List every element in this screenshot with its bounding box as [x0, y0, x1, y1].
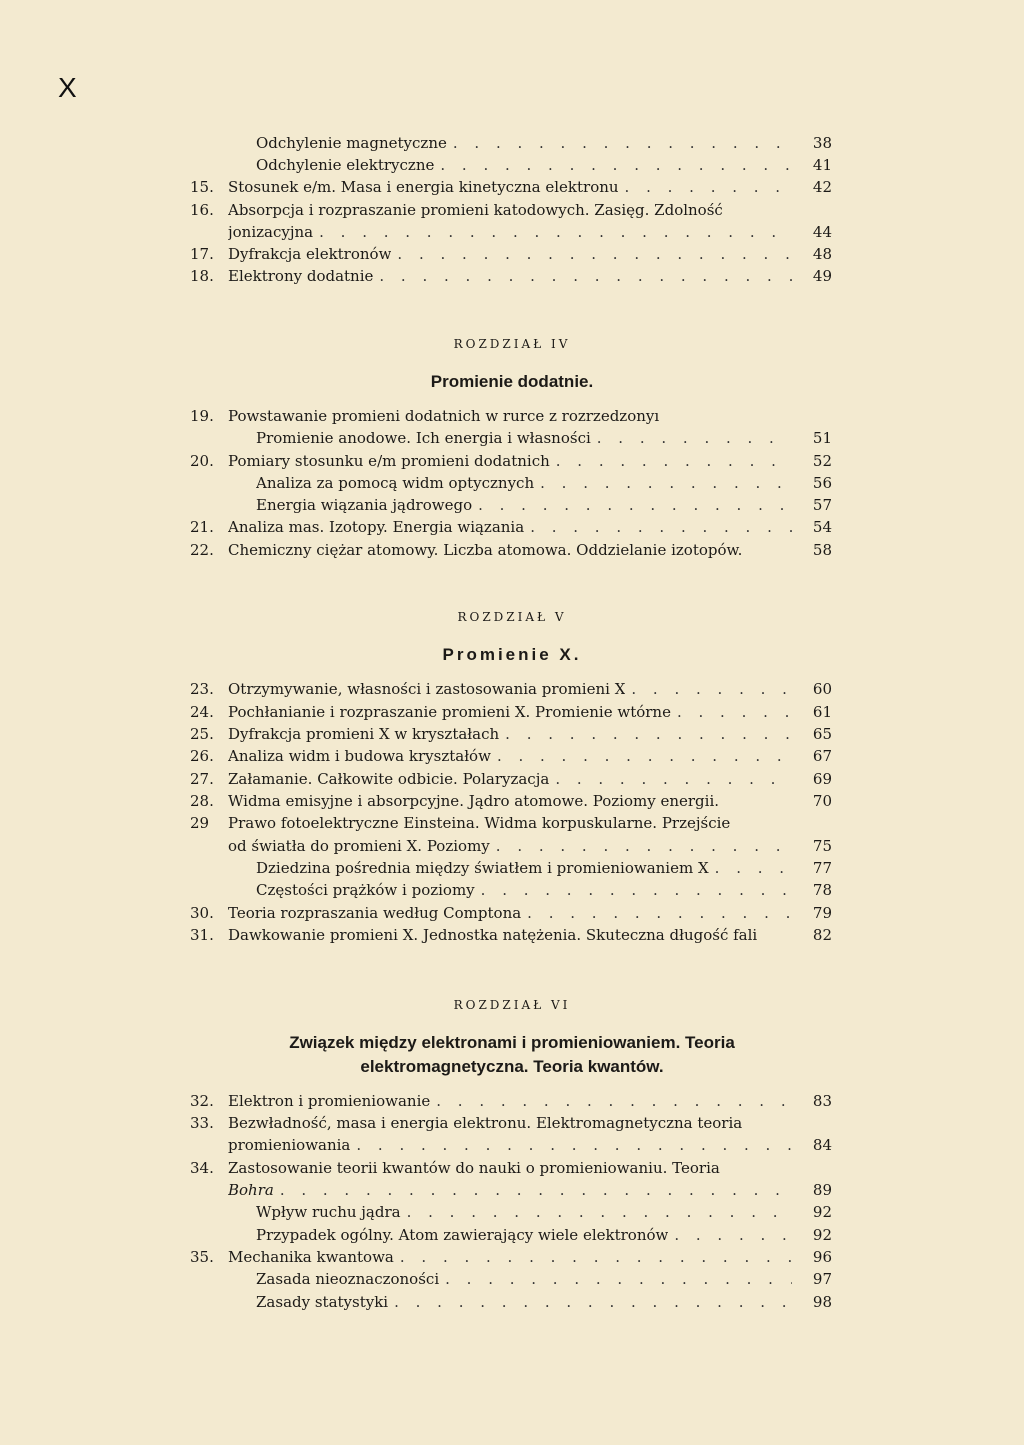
toc-entry [190, 265, 832, 287]
toc-entry [190, 1112, 832, 1134]
entry-number: 34. [190, 1159, 214, 1177]
toc-entry [190, 1090, 832, 1112]
entry-title: Pochłanianie i rozpraszanie promieni X. Promienie wtórne [228, 703, 671, 721]
leader-dots [597, 427, 792, 449]
toc-entry [190, 472, 832, 494]
chapter-title: Promienie X. [442, 645, 582, 664]
leader-dots [715, 857, 792, 879]
entry-number: 24. [190, 703, 214, 721]
entry-number: 20. [190, 452, 214, 470]
leader-dots [400, 1246, 792, 1268]
entry-title: Analiza mas. Izotopy. Energia wiązania [228, 518, 525, 536]
leader-dots [379, 265, 792, 287]
entry-title: Energia wiązania jądrowego [256, 496, 473, 514]
chapter-title-line2: elektromagnetyczna. Teoria kwantów. [360, 1057, 664, 1076]
leader-dots [530, 516, 792, 538]
entry-page: 48 [812, 245, 832, 263]
entry-number: 19. [190, 407, 214, 425]
entry-title: Mechanika kwantowa [228, 1248, 394, 1266]
entry-title: Wpływ ruchu jądra [256, 1203, 401, 1221]
entry-number: 21. [190, 518, 214, 536]
entry-page: 58 [812, 541, 832, 559]
entry-page: 42 [812, 178, 832, 196]
entry-title-cont: Bohra [228, 1181, 274, 1199]
chapter-label: ROZDZIAŁ IV [453, 337, 571, 351]
chapter-title-line1: Związek między elektronami i promieniowaniem. Teoria [289, 1033, 735, 1052]
page-number: X [58, 72, 77, 103]
entry-page: 54 [812, 518, 832, 536]
toc-entry [190, 723, 832, 745]
entry-page: 82 [812, 926, 832, 944]
entry-page: 78 [812, 881, 832, 899]
entry-page: 69 [812, 770, 832, 788]
entry-page: 75 [812, 837, 832, 855]
leader-dots [356, 1134, 792, 1156]
entry-title: Otrzymywanie, własności i zastosowania promieni X [228, 680, 626, 698]
leader-dots [631, 678, 792, 700]
entry-title: Dawkowanie promieni X. Jednostka natężenia. Skuteczna długość fali [228, 926, 758, 944]
toc-entry-continuation [228, 1134, 832, 1156]
toc-entry [190, 176, 832, 198]
entry-title: Dziedzina pośrednia między światłem i promieniowaniem X [256, 859, 709, 877]
toc-entry-continuation [228, 835, 832, 857]
toc-entry [190, 1224, 832, 1246]
leader-dots [407, 1201, 792, 1223]
entry-title: Powstawanie promieni dodatnich w rurce z rozrzedzonyı [228, 407, 660, 425]
chapter-label: ROZDZIAŁ V [457, 610, 567, 624]
leader-dots [556, 450, 792, 472]
entry-number: 27. [190, 770, 214, 788]
entry-title: Promienie anodowe. Ich energia i własności [256, 429, 591, 447]
entry-page: 49 [812, 267, 832, 285]
toc-entry [190, 405, 832, 427]
leader-dots [319, 221, 792, 243]
entry-title: Zastosowanie teorii kwantów do nauki o promieniowaniu. Teoria [228, 1159, 720, 1177]
entry-title: Stosunek e/m. Masa i energia kinetyczna elektronu [228, 178, 619, 196]
entry-number: 35. [190, 1248, 214, 1266]
entry-title: Analiza za pomocą widm optycznych [256, 474, 535, 492]
toc-entry [190, 1201, 832, 1223]
toc-entry [190, 678, 832, 700]
toc-entry [190, 1246, 832, 1268]
entry-title: Analiza widm i budowa kryształów [228, 747, 491, 765]
toc-entry [190, 1157, 832, 1179]
entry-page: 41 [812, 156, 832, 174]
toc-entry [190, 879, 832, 901]
toc-entry [190, 902, 832, 924]
toc-entry [190, 812, 832, 834]
toc-entry [190, 539, 832, 561]
entry-title: Absorpcja i rozpraszanie promieni katodowych. Zasięg. Zdolność [228, 201, 723, 219]
leader-dots [280, 1179, 792, 1201]
entry-number: 30. [190, 904, 214, 922]
entry-number: 15. [190, 178, 214, 196]
toc-entry [190, 745, 832, 767]
entry-title-cont: od światła do promieni X. Poziomy [228, 837, 490, 855]
leader-dots [527, 902, 792, 924]
entry-title: Teoria rozpraszania według Comptona [228, 904, 522, 922]
entry-title: Przypadek ogólny. Atom zawierający wiele elektronów [256, 1226, 669, 1244]
leader-dots [625, 176, 792, 198]
leader-dots [540, 472, 792, 494]
entry-number: 18. [190, 267, 214, 285]
toc-entry [190, 494, 832, 516]
entry-title: Prawo fotoelektryczne Einsteina. Widma korpuskularne. Przejście [228, 814, 731, 832]
leader-dots [481, 879, 792, 901]
entry-title: Bezwładność, masa i energia elektronu. Elektromagnetyczna teoria [228, 1114, 743, 1132]
toc-entry [190, 132, 832, 154]
toc-entry [190, 1268, 832, 1290]
entry-number: 25. [190, 725, 214, 743]
toc-entry [190, 924, 832, 946]
entry-page: 44 [812, 223, 832, 241]
entry-number: 22. [190, 541, 214, 559]
chapter-label: ROZDZIAŁ VI [453, 998, 571, 1012]
toc-entry-continuation [228, 1179, 832, 1201]
leader-dots [496, 835, 792, 857]
entry-title: Chemiczny ciężar atomowy. Liczba atomowa. Oddzielanie izotopów. [228, 541, 743, 559]
entry-title: Zasada nieoznaczoności [256, 1270, 440, 1288]
leader-dots [445, 1268, 792, 1290]
toc-entry [190, 243, 832, 265]
toc-entry [190, 450, 832, 472]
entry-number: 17. [190, 245, 214, 263]
entry-title: Elektrony dodatnie [228, 267, 374, 285]
chapter-title: Promienie dodatnie. [430, 372, 594, 391]
entry-number: 29 [190, 814, 210, 832]
leader-dots [674, 1224, 792, 1246]
entry-page: 70 [812, 792, 832, 810]
entry-page: 57 [812, 496, 832, 514]
entry-title: Widma emisyjne i absorpcyjne. Jądro atomowe. Poziomy energii. [228, 792, 720, 810]
leader-dots [677, 701, 792, 723]
entry-number: 28. [190, 792, 214, 810]
entry-title: Załamanie. Całkowite odbicie. Polaryzacja [228, 770, 550, 788]
entry-page: 65 [812, 725, 832, 743]
entry-page: 92 [812, 1226, 832, 1244]
entry-number: 16. [190, 201, 214, 219]
leader-dots [478, 494, 792, 516]
leader-dots [440, 154, 792, 176]
toc-entry [190, 427, 832, 449]
entry-page: 97 [812, 1270, 832, 1288]
entry-number: 26. [190, 747, 214, 765]
entry-page: 60 [812, 680, 832, 698]
entry-title: Pomiary stosunku e/m promieni dodatnich [228, 452, 550, 470]
leader-dots [497, 745, 792, 767]
toc-entry [190, 768, 832, 790]
entry-number: 32. [190, 1092, 214, 1110]
entry-title: Dyfrakcja elektronów [228, 245, 392, 263]
toc-entry [190, 1291, 832, 1313]
toc-entry [190, 857, 832, 879]
entry-title: Częstości prążków i poziomy [256, 881, 475, 899]
entry-page: 84 [812, 1136, 832, 1154]
entry-title: Elektron i promieniowanie [228, 1092, 431, 1110]
entry-title-cont: jonizacyjna [228, 223, 314, 241]
leader-dots [555, 768, 792, 790]
toc-entry [190, 154, 832, 176]
leader-dots [436, 1090, 792, 1112]
entry-number: 33. [190, 1114, 214, 1132]
entry-number: 23. [190, 680, 214, 698]
toc-entry-continuation [228, 221, 832, 243]
leader-dots [505, 723, 792, 745]
entry-page: 77 [812, 859, 832, 877]
entry-page: 51 [812, 429, 832, 447]
leader-dots [453, 132, 792, 154]
entry-page: 98 [812, 1293, 832, 1311]
entry-number: 31. [190, 926, 214, 944]
entry-page: 61 [812, 703, 832, 721]
entry-page: 89 [812, 1181, 832, 1199]
entry-page: 52 [812, 452, 832, 470]
leader-dots [394, 1291, 792, 1313]
entry-title: Odchylenie magnetyczne [256, 134, 447, 152]
toc-entry [190, 516, 832, 538]
entry-page: 83 [812, 1092, 832, 1110]
entry-page: 79 [812, 904, 832, 922]
entry-page: 92 [812, 1203, 832, 1221]
entry-page: 96 [812, 1248, 832, 1266]
toc-entry [190, 199, 832, 221]
entry-title: Dyfrakcja promieni X w kryształach [228, 725, 500, 743]
entry-page: 38 [812, 134, 832, 152]
leader-dots [397, 243, 792, 265]
toc-entry [190, 701, 832, 723]
entry-title-cont: promieniowania [228, 1136, 351, 1154]
entry-title: Odchylenie elektryczne [256, 156, 435, 174]
entry-page: 56 [812, 474, 832, 492]
toc-entry [190, 790, 832, 812]
entry-page: 67 [812, 747, 832, 765]
entry-title: Zasady statystyki [256, 1293, 389, 1311]
